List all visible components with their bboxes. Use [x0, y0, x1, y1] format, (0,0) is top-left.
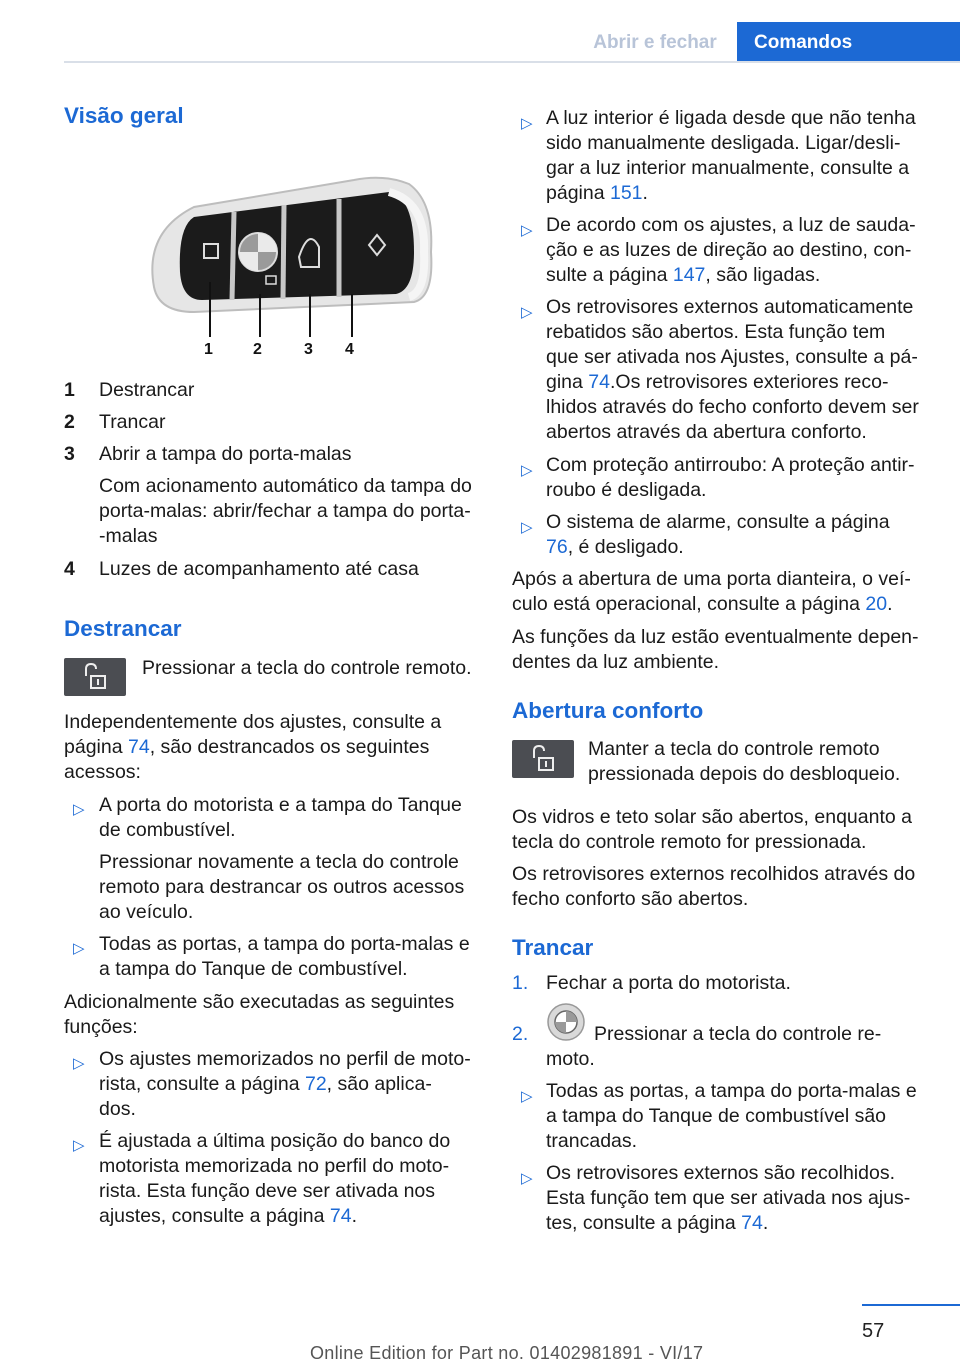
triangle-right-icon: ▷ [73, 801, 85, 818]
paragraph-adicionalmente: Adicionalmente são executadas as seguintes funções: [64, 991, 455, 1038]
step-text: Pressionar a tecla do controle re- [594, 1023, 882, 1045]
page-link[interactable]: 74 [741, 1212, 763, 1234]
bullet-text: A luz interior é ligada desde que não tenha sido manualmente desligada. Ligar/desli- gar a luz interior manualmente, consulte a página 151. [546, 107, 916, 204]
step-number: 2. [512, 1023, 529, 1045]
heading-destrancar: Destrancar [64, 616, 182, 641]
bullet-text: O sistema de alarme, consulte a página 76, é desligado. [546, 511, 890, 558]
triangle-right-icon: ▷ [73, 1055, 85, 1072]
page-link[interactable]: 20 [865, 593, 888, 615]
page-link[interactable]: 72 [304, 1073, 327, 1095]
unlock-instruction: Pressionar a tecla do controle remoto. [142, 657, 472, 679]
list-item: Luzes de acompanhamento até casa [99, 558, 419, 580]
edition-footer: Online Edition for Part no. 01402981891 - VI/17 [310, 1343, 704, 1363]
bullet-text: Todas as portas, a tampa do porta-malas e a tampa do Tanque de combustível são trancadas. [546, 1080, 917, 1152]
triangle-right-icon: ▷ [521, 1088, 533, 1105]
step-number: 1. [512, 972, 529, 994]
list-item: Destrancar [99, 379, 195, 401]
paragraph-apos-abertura: Após a abertura de uma porta dianteira, o veí- culo está operacional, consulte a página 20. [512, 568, 911, 615]
paragraph-funcoes-luz: As funções da luz estão eventualmente depen- dentes da luz ambiente. [512, 626, 919, 673]
list-item: Trancar [99, 411, 166, 433]
bullet-text: É ajustada a última posição do banco do motorista memorizada no perfil do moto- rista. Esta função deve ser ativada nos ajustes, consulte a página 74. [99, 1130, 451, 1227]
tab-abrir-e-fechar[interactable]: Abrir e fechar [593, 32, 717, 53]
bullet-text: Os retrovisores externos automaticamente rebatidos são abertos. Esta função tem que ser ativada nos Ajustes, consulte a pá- gina 74.Os retrovisores exteriores reco- lhidos através do fecho conforto devem ser abertos através da abertura conforto. [546, 296, 919, 443]
comfort-instruction: Manter a tecla do controle remoto pressionada depois do desbloqueio. [588, 738, 901, 785]
page-link[interactable]: 74 [127, 736, 150, 758]
list-number: 2 [64, 411, 75, 433]
step-text-cont: moto. [546, 1048, 595, 1070]
figure-label-2: 2 [253, 341, 262, 357]
paragraph-independentemente: Independentemente dos ajustes, consulte a página 74, são destrancados os seguintes acessos: [64, 711, 442, 783]
page-link[interactable]: 76 [546, 536, 568, 558]
page-link[interactable]: 147 [672, 264, 706, 286]
bullet-text: Os retrovisores externos são recolhidos. Esta função tem que ser ativada nos ajus- tes, consulte a página 74. [546, 1162, 911, 1234]
figure-label-3: 3 [304, 341, 313, 357]
triangle-right-icon: ▷ [521, 115, 533, 132]
bullet-text: Todas as portas, a tampa do porta-malas e a tampa do Tanque de combustível. [99, 933, 470, 980]
bullet-text: A porta do motorista e a tampa do Tanque de combustível. [99, 794, 462, 841]
header-rule [64, 61, 960, 63]
triangle-right-icon: ▷ [73, 940, 85, 957]
key-fob-figure [134, 172, 434, 357]
bullet-text: Os ajustes memorizados no perfil de moto- rista, consulte a página 72, são aplica- dos. [99, 1048, 471, 1120]
bmw-logo-icon [546, 1002, 586, 1042]
unlock-key-icon [512, 740, 574, 778]
bullet-subtext: Pressionar novamente a tecla do controle remoto para destrancar os outros acessos ao veículo. [99, 851, 465, 923]
triangle-right-icon: ▷ [521, 304, 533, 321]
page-number: 57 [862, 1320, 885, 1342]
unlock-key-icon [64, 658, 126, 696]
triangle-right-icon: ▷ [521, 1170, 533, 1187]
triangle-right-icon: ▷ [521, 462, 533, 479]
step-text: Fechar a porta do motorista. [546, 972, 791, 994]
page-link[interactable]: 74 [588, 371, 610, 393]
bullet-text: De acordo com os ajustes, a luz de sauda- ção e as luzes de direção ao destino, con- sulte a página 147, são ligadas. [546, 214, 916, 286]
bullet-text: Com proteção antirroubo: A proteção antir- roubo é desligada. [546, 454, 915, 501]
list-item: Abrir a tampa do porta-malas [99, 443, 352, 465]
page-link[interactable]: 74 [329, 1205, 352, 1227]
page-link[interactable]: 151 [609, 182, 643, 204]
figure-label-1: 1 [204, 341, 213, 357]
figure-label-4: 4 [345, 341, 354, 357]
paragraph-vidros: Os vidros e teto solar são abertos, enquanto a tecla do controle remoto for pressionada. [512, 806, 912, 853]
tab-comandos[interactable]: Comandos [737, 22, 960, 62]
page-number-rule [862, 1304, 960, 1306]
list-number: 3 [64, 443, 75, 465]
list-number: 4 [64, 558, 75, 580]
triangle-right-icon: ▷ [521, 519, 533, 536]
paragraph-retrovisores: Os retrovisores externos recolhidos através do fecho conforto são abertos. [512, 863, 916, 910]
heading-abertura-conforto: Abertura conforto [512, 698, 704, 723]
heading-visao-geral: Visão geral [64, 103, 184, 128]
heading-trancar: Trancar [512, 935, 594, 960]
item3-detail: Com acionamento automático da tampa do porta-malas: abrir/fechar a tampa do porta- -malas [99, 475, 472, 547]
list-number: 1 [64, 379, 75, 401]
triangle-right-icon: ▷ [73, 1137, 85, 1154]
triangle-right-icon: ▷ [521, 222, 533, 239]
